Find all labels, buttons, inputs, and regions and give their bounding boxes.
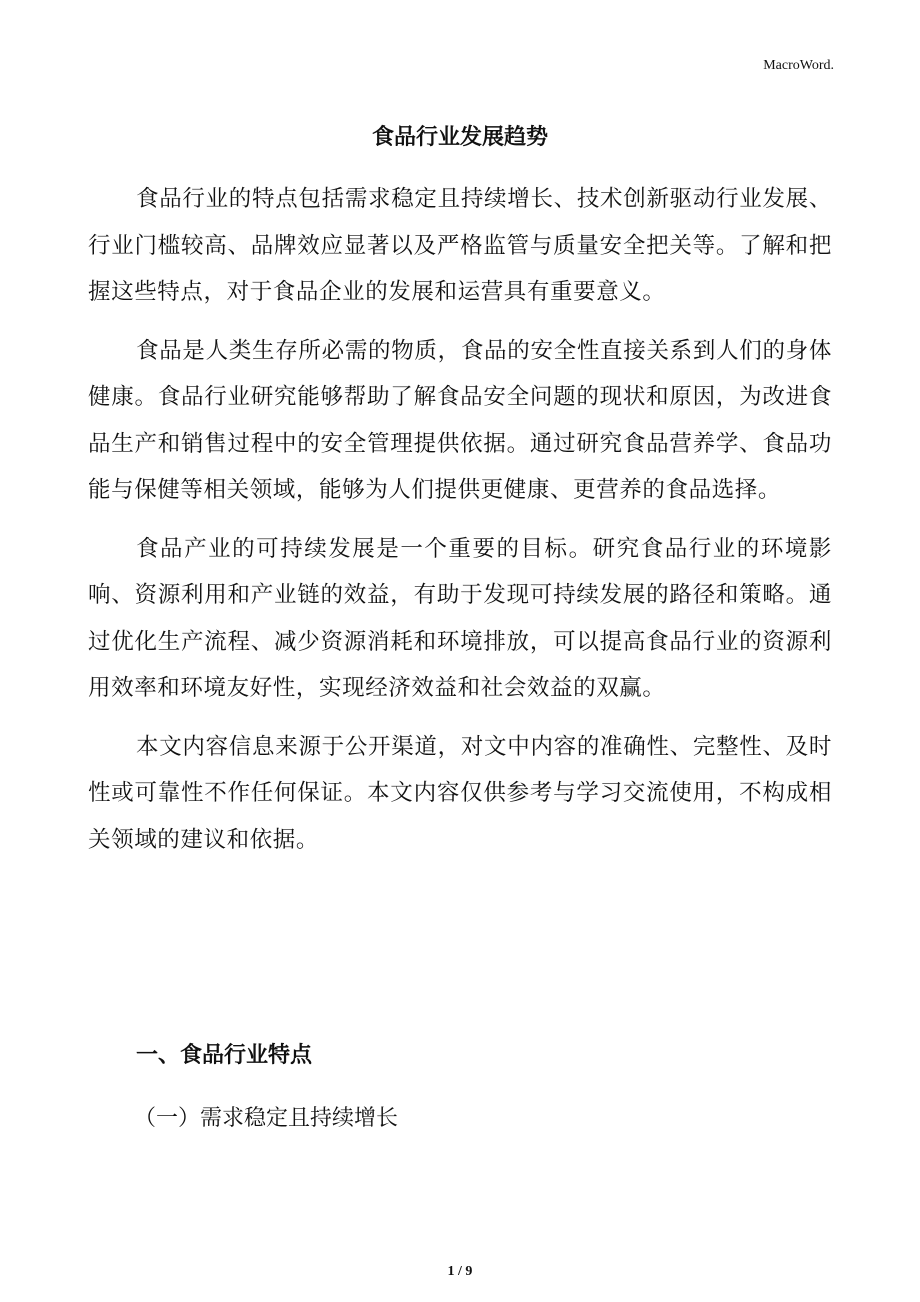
paragraph: 食品行业的特点包括需求稳定且持续增长、技术创新驱动行业发展、行业门槛较高、品牌效应显著以及严格监管与质量安全把关等。了解和把握这些特点，对于食品企业的发展和运营具有重要意义。 — [88, 186, 832, 305]
section-heading: 一、食品行业特点 — [136, 1043, 313, 1068]
document-title: 食品行业发展趋势 — [371, 125, 548, 150]
paragraph: 本文内容信息来源于公开渠道，对文中内容的准确性、完整性、及时性或可靠性不作任何保证。本文内容仅供参考与学习交流使用，不构成相关领域的建议和依据。 — [88, 733, 832, 853]
document-body — [88, 176, 832, 875]
subsection-heading: （一）需求稳定且持续增长 — [134, 1106, 399, 1131]
paragraph: 食品是人类生存所必需的物质，食品的安全性直接关系到人们的身体健康。食品行业研究能够帮助了解食品安全问题的现状和原因，为改进食品生产和销售过程中的安全管理提供依据。通过研究食品营养学、食品功能与保健等相关领域，能够为人们提供更健康、更营养的食品选择。 — [88, 337, 832, 503]
page-header: MacroWord. — [763, 58, 834, 73]
paragraph: 食品产业的可持续发展是一个重要的目标。研究食品行业的环境影响、资源利用和产业链的效益，有助于发现可持续发展的路径和策略。通过优化生产流程、减少资源消耗和环境排放，可以提高食品行业的资源利用效率和环境友好性，实现经济效益和社会效益的双赢。 — [88, 535, 832, 701]
page-number: 1 / 9 — [447, 1264, 473, 1279]
